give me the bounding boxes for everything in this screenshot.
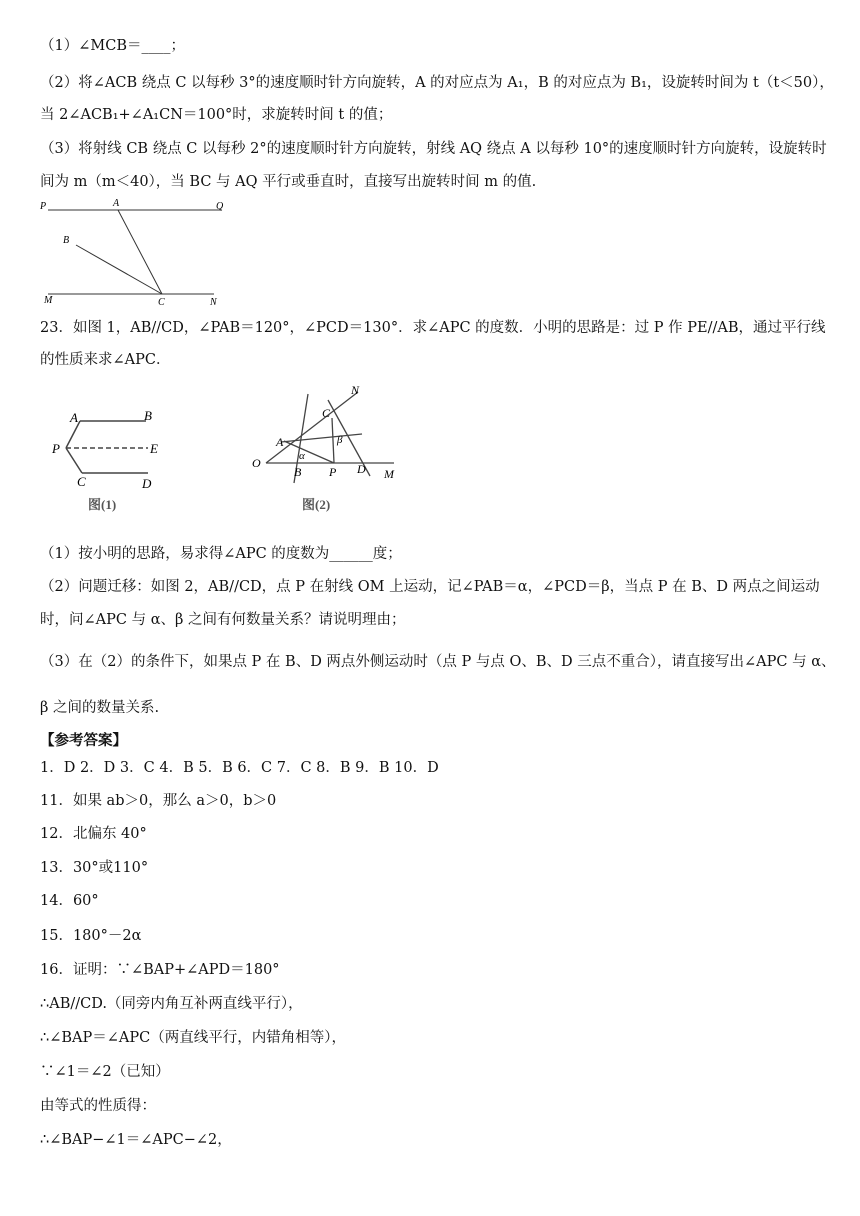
- answer-14: 14．60°: [40, 893, 99, 909]
- fig1-label-E: E: [150, 441, 158, 456]
- fig2-label-B: B: [294, 465, 302, 479]
- q23-stem-line1: 23．如图 1，AB//CD，∠PAB＝120°，∠PCD＝130°．求∠APC 的度数．小明的思路是：过 P 作 PE//AB，通过平行线: [40, 320, 826, 336]
- label-B: B: [63, 235, 70, 246]
- label-Q: Q: [216, 201, 224, 212]
- answer-16-line6: ∴∠BAP−∠1＝∠APC−∠2，: [40, 1132, 232, 1148]
- answer-16-line2: ∴AB//CD.（同旁内角互补两直线平行），: [40, 996, 303, 1012]
- fig2-caption: 图(2): [302, 497, 331, 512]
- fig2-label-C: C: [322, 406, 331, 420]
- q23-stem-line2: 的性质来求∠APC．: [40, 352, 171, 368]
- q23-figure-1: [46, 400, 176, 520]
- fig2-label-P: P: [329, 465, 337, 479]
- label-P: P: [40, 201, 47, 212]
- fig2-label-M: M: [384, 467, 394, 481]
- q23-part3-line1: （3）在（2）的条件下，如果点 P 在 B、D 两点外侧运动时（点 P 与点 O、B、D 三点不重合），请直接写出∠APC 与 α、: [40, 654, 836, 670]
- fig2-label-beta: β: [337, 434, 343, 446]
- q23-figure-2: [244, 380, 414, 520]
- fig2-label-O: O: [252, 456, 261, 470]
- answer-13: 13．30°或110°: [40, 860, 149, 876]
- fig1-label-C: C: [77, 474, 86, 489]
- fig1-label-D: D: [142, 476, 152, 491]
- fig2-label-N: N: [351, 383, 360, 397]
- fig1-label-B: B: [144, 408, 152, 423]
- label-M: M: [44, 295, 53, 306]
- q22-figure: [36, 196, 236, 308]
- answer-16-line1: 16．证明：∵∠BAP+∠APD＝180°: [40, 962, 280, 978]
- label-A: A: [113, 198, 120, 209]
- label-N: N: [210, 297, 217, 308]
- q22-part1: （1）∠MCB＝____；: [40, 38, 185, 54]
- answer-12: 12．北偏东 40°: [40, 826, 147, 842]
- q23-part2-line2: 时，问∠APC 与 α、β 之间有何数量关系？请说明理由；: [40, 612, 406, 628]
- q22-part2-line2: 当 2∠ACB₁+∠A₁CN＝100°时，求旋转时间 t 的值；: [40, 107, 393, 123]
- answer-15: 15．180°－2α: [40, 928, 142, 944]
- fig1-label-A: A: [70, 410, 78, 425]
- label-C: C: [158, 297, 165, 308]
- answer-16-line3: ∴∠BAP＝∠APC（两直线平行，内错角相等），: [40, 1030, 346, 1046]
- fig2-label-A: A: [276, 435, 284, 449]
- q22-part2-line1: （2）将∠ACB 绕点 C 以每秒 3°的速度顺时针方向旋转，A 的对应点为 A₁，B 的对应点为 B₁，设旋转时间为 t（t＜50），: [40, 75, 834, 91]
- reference-answers-heading: 【参考答案】: [40, 732, 127, 749]
- answer-16-line5: 由等式的性质得：: [40, 1098, 156, 1114]
- q22-part3-line1: （3）将射线 CB 绕点 C 以每秒 2°的速度顺时针方向旋转，射线 AQ 绕点 A 以每秒 10°的速度顺时针方向旋转，设旋转时: [40, 141, 827, 157]
- q22-part3-line2: 间为 m（m＜40），当 BC 与 AQ 平行或垂直时，直接写出旋转时间 m 的值.: [40, 174, 537, 190]
- q23-part3-line2: β 之间的数量关系.: [40, 700, 160, 716]
- answer-11: 11．如果 ab＞0，那么 a＞0，b＞0: [40, 793, 277, 809]
- answer-16-line4: ∵∠1＝∠2（已知）: [40, 1064, 170, 1080]
- fig1-label-P: P: [52, 441, 60, 456]
- fig2-label-alpha: α: [299, 450, 305, 462]
- fig1-caption: 图(1): [88, 497, 117, 512]
- fig2-label-D: D: [357, 462, 366, 476]
- q23-part1: （1）按小明的思路，易求得∠APC 的度数为______度；: [40, 546, 402, 562]
- q23-part2-line1: （2）问题迁移：如图 2，AB//CD，点 P 在射线 OM 上运动，记∠PAB＝α，∠PCD＝β，当点 P 在 B、D 两点之间运动: [40, 579, 820, 595]
- answers-1-10: 1．D 2．D 3．C 4．B 5．B 6．C 7．C 8．B 9．B 10．D: [40, 760, 439, 776]
